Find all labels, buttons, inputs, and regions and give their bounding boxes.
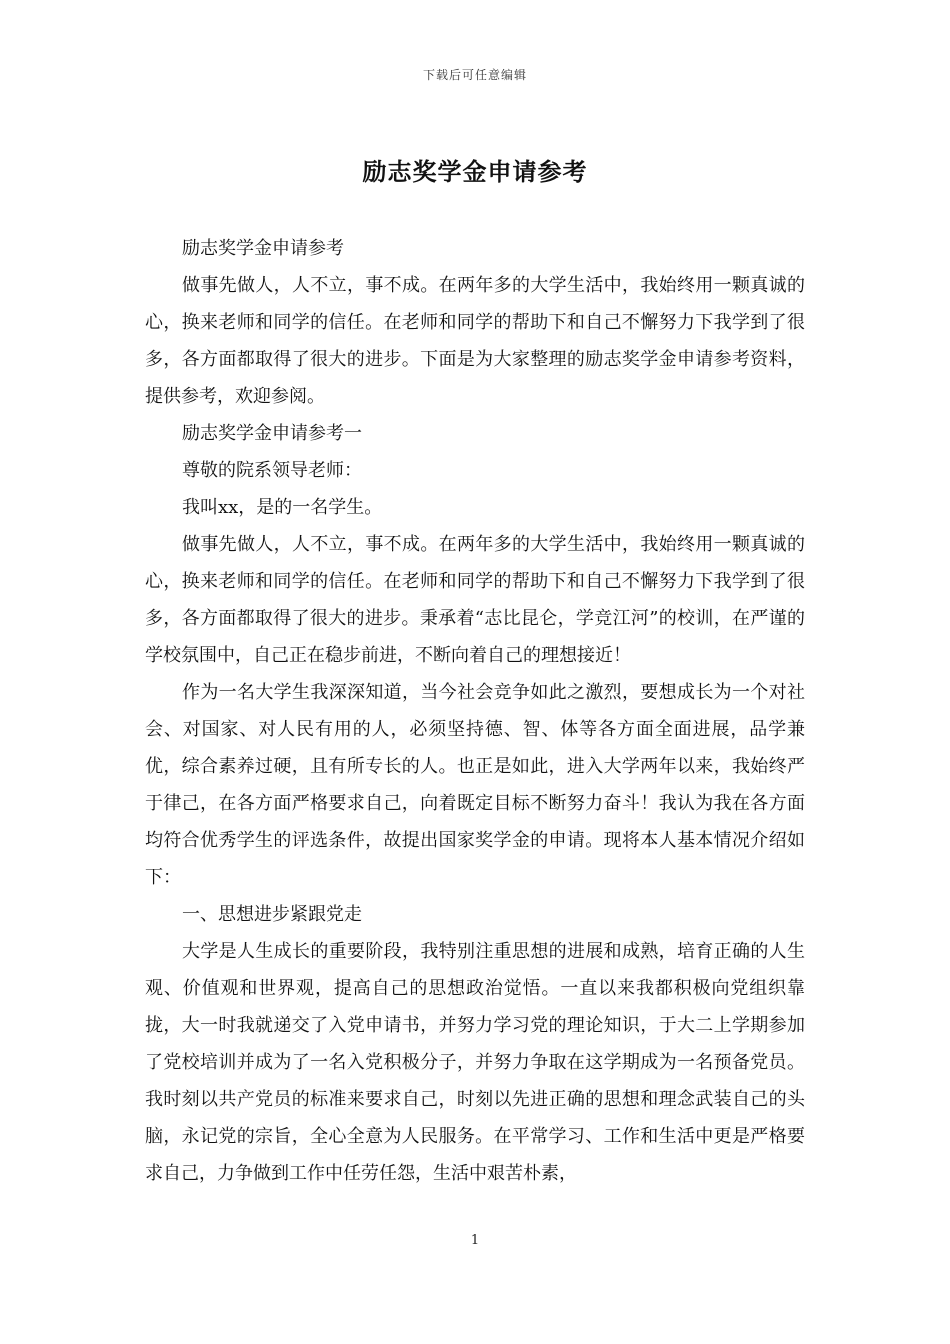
page-number: 1	[470, 1233, 480, 1248]
document-body	[145, 230, 805, 1192]
paragraph-subheading: 一、思想进步紧跟党走	[182, 904, 362, 925]
paragraph-heading: 励志奖学金申请参考	[182, 238, 344, 259]
paragraph-section-title: 励志奖学金申请参考一	[182, 423, 362, 444]
header-note: 下载后可任意编辑	[422, 68, 527, 82]
document-title: 励志奖学金申请参考	[362, 157, 588, 186]
paragraph-self-introduction: 我叫xx，是的一名学生。	[182, 497, 383, 518]
paragraph-intro: 做事先做人，人不立，事不成。在两年多的大学生活中，我始终用一颗真诚的心，换来老师和同学的信任。在老师和同学的帮助下和自己不懈努力下我学到了很多，各方面都取得了很大的进步。下面是为大家整理的励志奖学金申请参考资料，提供参考，欢迎参阅。	[145, 275, 805, 407]
paragraph-body: 做事先做人，人不立，事不成。在两年多的大学生活中，我始终用一颗真诚的心，换来老师和同学的信任。在老师和同学的帮助下和自己不懈努力下我学到了很多，各方面都取得了很大的进步。秉承着“志比昆仑，学竞江河”的校训，在严谨的学校氛围中，自己正在稳步前进，不断向着自己的理想接近！	[145, 534, 805, 666]
paragraph-salutation: 尊敬的院系领导老师：	[182, 460, 362, 481]
paragraph-body: 作为一名大学生我深深知道，当今社会竞争如此之激烈，要想成长为一个对社会、对国家、对人民有用的人，必须坚持德、智、体等各方面全面进展，品学兼优，综合素养过硬，且有所专长的人。也正是如此，进入大学两年以来，我始终严于律己，在各方面严格要求自己，向着既定目标不断努力奋斗！我认为我在各方面均符合优秀学生的评选条件，故提出国家奖学金的申请。现将本人基本情况介绍如下：	[145, 682, 805, 888]
paragraph-body: 大学是人生成长的重要阶段，我特别注重思想的进展和成熟，培育正确的人生观、价值观和世界观，提高自己的思想政治觉悟。一直以来我都积极向党组织靠拢，大一时我就递交了入党申请书，并努力学习党的理论知识，于大二上学期参加了党校培训并成为了一名入党积极分子，并努力争取在这学期成为一名预备党员。我时刻以共产党员的标准来要求自己，时刻以先进正确的思想和理念武装自己的头脑，永记党的宗旨，全心全意为人民服务。在平常学习、工作和生活中更是严格要求自己，力争做到工作中任劳任怨，生活中艰苦朴素，	[145, 941, 805, 1184]
